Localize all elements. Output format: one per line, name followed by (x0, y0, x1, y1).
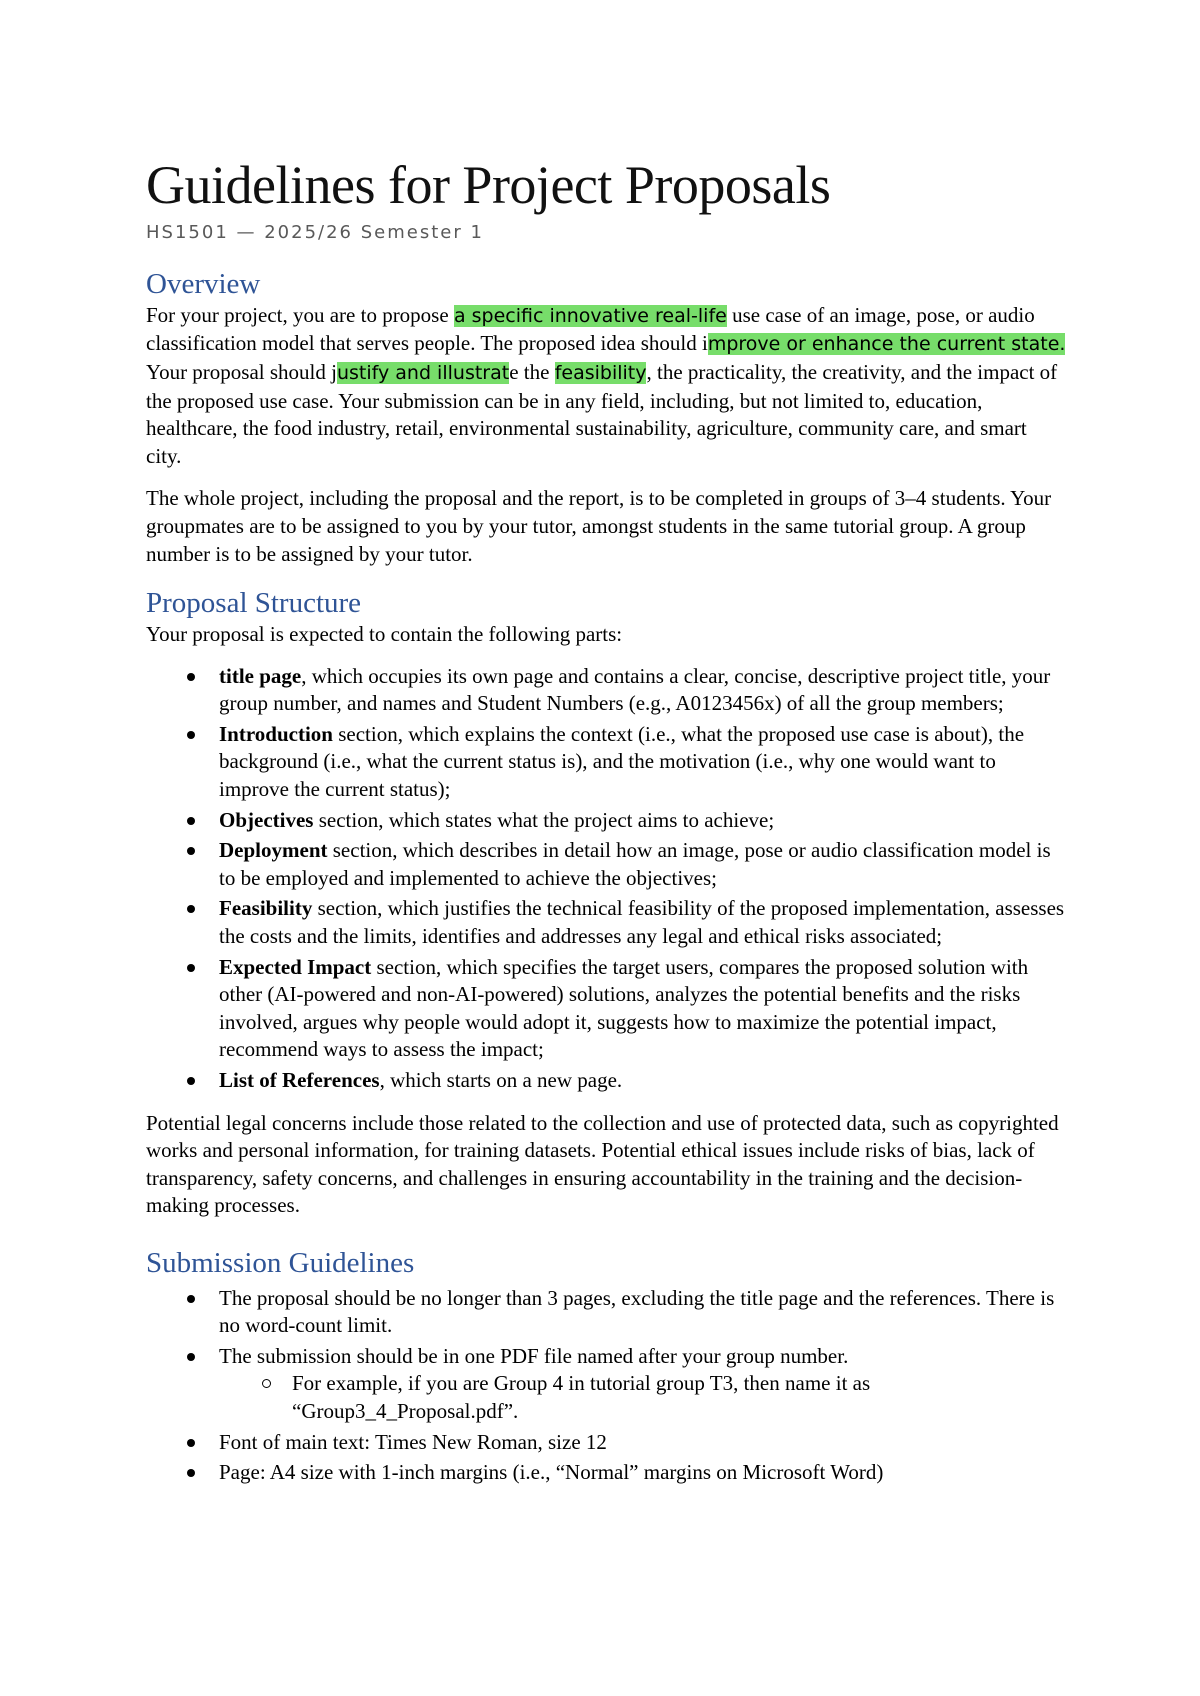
part-name: List of References (219, 1067, 380, 1092)
part-description: section, which explains the context (i.e., what the proposed use case is about), the background (i.e., what the current status is), and the motivation (i.e., why one would want to improve the current status); (219, 721, 1025, 801)
highlight: mprove or enhance the current state. (707, 333, 1066, 356)
part-description: , which starts on a new page. (379, 1067, 623, 1092)
list-item (146, 837, 1066, 892)
part-name: title page (219, 663, 302, 688)
list-item-text: The submission should be in one PDF file named after your group number. (219, 1343, 849, 1368)
text-run: , the practicality, the creativity, and the impact of the proposed use case. Your submission can be in any field, including, but not limited to, education, healthcare, the food industry, retail, environmental sustainability, agriculture, community care, and smart city. (146, 360, 1058, 468)
text-run: use case of an image, pose, or audio classification model that serves people. The proposed idea should i (146, 302, 1035, 356)
list-item: Font of main text: Times New Roman, size 12 (146, 1429, 1066, 1457)
list-item (146, 663, 1066, 718)
list-item (146, 954, 1066, 1064)
document-title: Guidelines for Project Proposals (146, 155, 831, 215)
submission-guidelines-list (146, 1285, 1066, 1487)
highlight: feasibility (554, 362, 647, 385)
submission-guidelines-heading: Submission Guidelines (146, 1246, 415, 1279)
overview-heading: Overview (146, 268, 261, 301)
part-description: section, which describes in detail how an image, pose or audio classification model is to be employed and implemented to achieve the objectives; (219, 838, 1051, 890)
part-name: Objectives (219, 807, 314, 832)
proposal-parts-list (146, 663, 1066, 1095)
list-item (146, 1067, 1066, 1095)
part-name: Expected Impact (219, 954, 372, 979)
text-run: For your project, you are to propose (146, 302, 454, 327)
document-subtitle: HS1501 — 2025/26 Semester 1 (146, 222, 484, 244)
list-item (146, 807, 1066, 835)
highlight: a specific innovative real-life (453, 304, 727, 327)
proposal-structure-intro: Your proposal is expected to contain the following parts: (146, 622, 623, 647)
text-run: Your proposal should j (146, 360, 337, 385)
list-item (146, 895, 1066, 950)
list-item (146, 721, 1066, 804)
part-name: Deployment (219, 838, 328, 863)
part-name: Feasibility (219, 896, 313, 921)
part-description: section, which states what the project aims to achieve; (313, 807, 775, 832)
part-description: , which occupies its own page and contains a clear, concise, descriptive project title, your group number, and names and Student Numbers (e.g., A0123456x) of all the group members; (219, 663, 1051, 716)
legal-ethical-paragraph: Potential legal concerns include those related to the collection and use of protected data, such as copyrighted works and personal information, for training datasets. Potential ethical issues include risks of bias, lack of transparency, safety concerns, and challenges in ensuring accountability in the training and the decision-making processes. (146, 1110, 1059, 1218)
part-description: section, which specifies the target users, compares the proposed solution with other (AI-powered and non-AI-powered) solutions, analyzes the potential benefits and the risks involved, argues why people would adopt it, suggests how to maximize the potential impact, recommend ways to assess the impact; (219, 954, 1029, 1062)
list-item: Page: A4 size with 1-inch margins (i.e., “Normal” margins on Microsoft Word) (146, 1459, 1066, 1487)
sub-list-item: For example, if you are Group 4 in tutorial group T3, then name it as “Group3_4_Proposal.pdf”. (146, 1370, 1066, 1425)
proposal-structure-heading: Proposal Structure (146, 587, 362, 620)
overview-paragraph-1 (146, 302, 1066, 471)
sub-list (219, 1370, 1066, 1425)
part-name: Introduction (219, 721, 333, 746)
text-run: e the (509, 360, 555, 385)
overview-paragraph-2: The whole project, including the proposal and the report, is to be completed in groups of 3–4 students. Your groupmates are to be assigned to you by your tutor, amongst students in the same tutorial group. A group number is to be assigned by your tutor. (146, 486, 1052, 566)
list-item: The proposal should be no longer than 3 pages, excluding the title page and the references. There is no word-count limit. (146, 1285, 1066, 1340)
document-page (146, 138, 1066, 1490)
highlight: ustify and illustrat (336, 362, 510, 385)
list-item (146, 1343, 1066, 1426)
part-description: section, which justifies the technical feasibility of the proposed implementation, assesses the costs and the limits, identifies and addresses any legal and ethical risks associated; (219, 896, 1065, 948)
